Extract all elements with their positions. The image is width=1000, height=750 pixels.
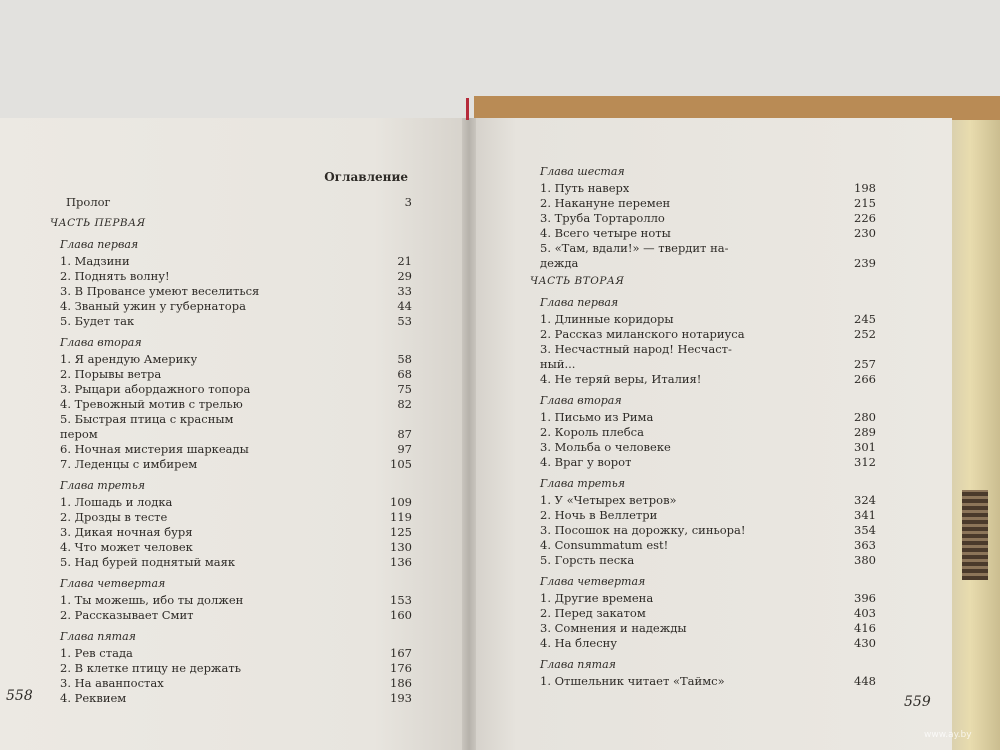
entry-title: 1. Письмо из Рима (540, 410, 654, 424)
entry-title: 5. «Там, вдали!» — твердит на- (540, 241, 729, 255)
entry-title: 3. Посошок на дорожку, синьора! (540, 523, 746, 537)
toc-entry (530, 196, 876, 211)
toc-entry (50, 269, 412, 284)
toc-entry (50, 525, 412, 540)
entry-title: 4. Consummatum est! (540, 538, 669, 552)
entry-page: 341 (854, 508, 876, 522)
entry-title: ный... (540, 357, 576, 371)
toc-entry (530, 327, 876, 342)
entry-title: 2. Рассказ миланского нотариуса (540, 327, 745, 341)
entry-page: 239 (854, 256, 876, 270)
entry-page: 380 (854, 553, 876, 567)
toc-entry (50, 555, 412, 570)
cover-strip (962, 490, 988, 580)
entry-page: 33 (397, 284, 412, 298)
toc-entry (530, 440, 876, 455)
entry-title: 4. Что может человек (60, 540, 193, 554)
entry-page: 105 (390, 457, 412, 471)
toc-entry (530, 606, 876, 621)
toc-entry (50, 495, 412, 510)
chapter-title: Глава шестая (540, 165, 625, 178)
entry-title: 1. Мадзини (60, 254, 130, 268)
entry-page: 257 (854, 357, 876, 371)
entry-page: 430 (854, 636, 876, 650)
entry-title: 1. Ты можешь, ибо ты должен (60, 593, 244, 607)
entry-page: 119 (390, 510, 412, 524)
entry-page: 312 (854, 455, 876, 469)
entry-page: 87 (397, 427, 412, 441)
entry-title: 3. В Провансе умеют веселиться (60, 284, 260, 298)
toc-entry (50, 661, 412, 676)
entry-title: 2. Поднять волну! (60, 269, 170, 283)
entry-page: 176 (390, 661, 412, 675)
entry-page: 44 (397, 299, 412, 313)
entry-page: 416 (854, 621, 876, 635)
entry-page: 396 (854, 591, 876, 605)
entry-title: 3. Мольба о человеке (540, 440, 671, 454)
entry-page: 109 (390, 495, 412, 509)
entry-page: 160 (390, 608, 412, 622)
toc-entry (530, 226, 876, 241)
toc-entry (530, 256, 876, 271)
entry-title: пером (60, 427, 98, 441)
chapter-title: Глава пятая (540, 658, 616, 671)
entry-page: 198 (854, 181, 876, 195)
entry-page: 153 (390, 593, 412, 607)
entry-page: 226 (854, 211, 876, 225)
toc-entry (530, 357, 876, 372)
entry-page: 130 (390, 540, 412, 554)
entry-title: 2. Перед закатом (540, 606, 646, 620)
book-gutter (462, 118, 476, 750)
entry-page: 363 (854, 538, 876, 552)
entry-title: 3. На аванпостах (60, 676, 164, 690)
toc-entry (530, 372, 876, 387)
entry-title: 3. Дикая ночная буря (60, 525, 193, 539)
toc-entry (50, 691, 412, 706)
toc-entry (530, 508, 876, 523)
entry-page: 448 (854, 674, 876, 688)
entry-title: 6. Ночная мистерия шаркеады (60, 442, 249, 456)
entry-title: 2. Король плебса (540, 425, 644, 439)
toc-entry (530, 181, 876, 196)
entry-title: 1. Рев стада (60, 646, 133, 660)
chapter-title: Глава пятая (60, 630, 136, 643)
entry-page: 230 (854, 226, 876, 240)
toc-entry (50, 457, 412, 472)
toc-entry (50, 427, 412, 442)
entry-page: 97 (397, 442, 412, 456)
bookmark-ribbon (466, 98, 469, 120)
entry-page: 53 (397, 314, 412, 328)
toc-entry (50, 314, 412, 329)
entry-title: 3. Труба Тортаролло (540, 211, 665, 225)
chapter-title: Глава четвертая (60, 577, 166, 590)
entry-title: 5. Будет так (60, 314, 135, 328)
toc-entry (50, 352, 412, 367)
entry-title: 1. Лошадь и лодка (60, 495, 173, 509)
toc-entry (50, 397, 412, 412)
entry-title: 2. Рассказывает Смит (60, 608, 194, 622)
entry-page: 193 (390, 691, 412, 705)
entry-page: 324 (854, 493, 876, 507)
entry-title: 5. Быстрая птица с красным (60, 412, 234, 426)
toc-entry (530, 636, 876, 651)
toc-entry (530, 410, 876, 425)
entry-page: 29 (397, 269, 412, 283)
entry-page: 354 (854, 523, 876, 537)
chapter-title: Глава первая (540, 296, 619, 309)
toc-entry (530, 674, 876, 689)
entry-page: 301 (854, 440, 876, 454)
toc-entry (530, 455, 876, 470)
part-label: ЧАСТЬ ВТОРАЯ (530, 275, 625, 287)
entry-page: 245 (854, 312, 876, 326)
entry-title: 2. Накануне перемен (540, 196, 671, 210)
entry-title: 4. На блесну (540, 636, 618, 650)
right-toc (530, 158, 876, 689)
toc-entry (50, 382, 412, 397)
toc-entry (50, 299, 412, 314)
entry-page: 280 (854, 410, 876, 424)
page-number-right: 559 (904, 694, 931, 710)
entry-page: 266 (854, 372, 876, 386)
entry-title: 3. Рыцари абордажного топора (60, 382, 251, 396)
entry-title: 1. Другие времена (540, 591, 654, 605)
page-number-left: 558 (6, 688, 33, 704)
toc-entry (50, 442, 412, 457)
toc-entry (530, 553, 876, 568)
toc-entry (530, 211, 876, 226)
right-sections (530, 164, 876, 689)
entry-title: 5. Над бурей поднятый маяк (60, 555, 236, 569)
entry-title: 1. У «Четырех ветров» (540, 493, 677, 507)
entry-title: 3. Несчастный народ! Несчаст- (540, 342, 732, 356)
entry-title: дежда (540, 256, 579, 270)
entry-title: 4. Не теряй веры, Италия! (540, 372, 702, 386)
entry-page: 21 (397, 254, 412, 268)
entry-page: 58 (397, 352, 412, 366)
entry-page: 167 (390, 646, 412, 660)
entry-title: 2. Дрозды в тесте (60, 510, 168, 524)
toc-entry (530, 523, 876, 538)
toc-entry (50, 646, 412, 661)
chapter-title: Глава третья (540, 477, 625, 490)
toc-entry (530, 493, 876, 508)
entry-title: 1. Я арендую Америку (60, 352, 198, 366)
entry-page: 75 (397, 382, 412, 396)
entry-page: 82 (397, 397, 412, 411)
toc-entry (530, 312, 876, 327)
toc-entry (530, 621, 876, 636)
chapter-title: Глава вторая (60, 336, 142, 349)
entry-title: 4. Званый ужин у губернатора (60, 299, 246, 313)
entry-title: 4. Враг у ворот (540, 455, 632, 469)
toc-heading: Оглавление (324, 170, 408, 184)
entry-page: 403 (854, 606, 876, 620)
toc-entry (530, 342, 876, 357)
entry-title: 3. Сомнения и надежды (540, 621, 687, 635)
chapter-title: Глава первая (60, 238, 139, 251)
toc-entry (530, 241, 876, 256)
part-label: ЧАСТЬ ПЕРВАЯ (50, 217, 146, 229)
cover-edge (950, 120, 1000, 750)
entry-page: 215 (854, 196, 876, 210)
entry-title: 4. Всего четыре ноты (540, 226, 671, 240)
toc-entry (530, 538, 876, 553)
entry-page: 252 (854, 327, 876, 341)
entry-page: 186 (390, 676, 412, 690)
toc-entry (50, 254, 412, 269)
entry-title: 5. Горсть песка (540, 553, 635, 567)
entry-title: 1. Отшельник читает «Таймс» (540, 674, 725, 688)
left-toc (50, 170, 412, 706)
watermark: www.ay.by (924, 730, 972, 740)
toc-entry (50, 593, 412, 608)
entry-page: 68 (397, 367, 412, 381)
toc-entry (50, 540, 412, 555)
entry-title: 1. Путь наверх (540, 181, 630, 195)
entry-title: 7. Леденцы с имбирем (60, 457, 198, 471)
chapter-title: Глава третья (60, 479, 145, 492)
entry-title: 4. Реквием (60, 691, 127, 705)
toc-entry (50, 284, 412, 299)
entry-title: 2. Порывы ветра (60, 367, 162, 381)
toc-entry (50, 510, 412, 525)
prologue-page: 3 (404, 195, 412, 209)
entry-title: 4. Тревожный мотив с трелью (60, 397, 243, 411)
entry-page: 289 (854, 425, 876, 439)
left-chapters (50, 237, 412, 706)
toc-entry (530, 591, 876, 606)
toc-entry (50, 412, 412, 427)
entry-title: 2. Ночь в Веллетри (540, 508, 658, 522)
chapter-title: Глава четвертая (540, 575, 646, 588)
entry-page: 125 (390, 525, 412, 539)
entry-title: 2. В клетке птицу не держать (60, 661, 241, 675)
toc-entry (50, 676, 412, 691)
prologue-title: Пролог (66, 195, 111, 209)
toc-entry (50, 608, 412, 623)
entry-page: 136 (390, 555, 412, 569)
toc-entry (530, 425, 876, 440)
toc-prologue (50, 195, 412, 210)
toc-entry (50, 367, 412, 382)
chapter-title: Глава вторая (540, 394, 622, 407)
entry-title: 1. Длинные коридоры (540, 312, 674, 326)
